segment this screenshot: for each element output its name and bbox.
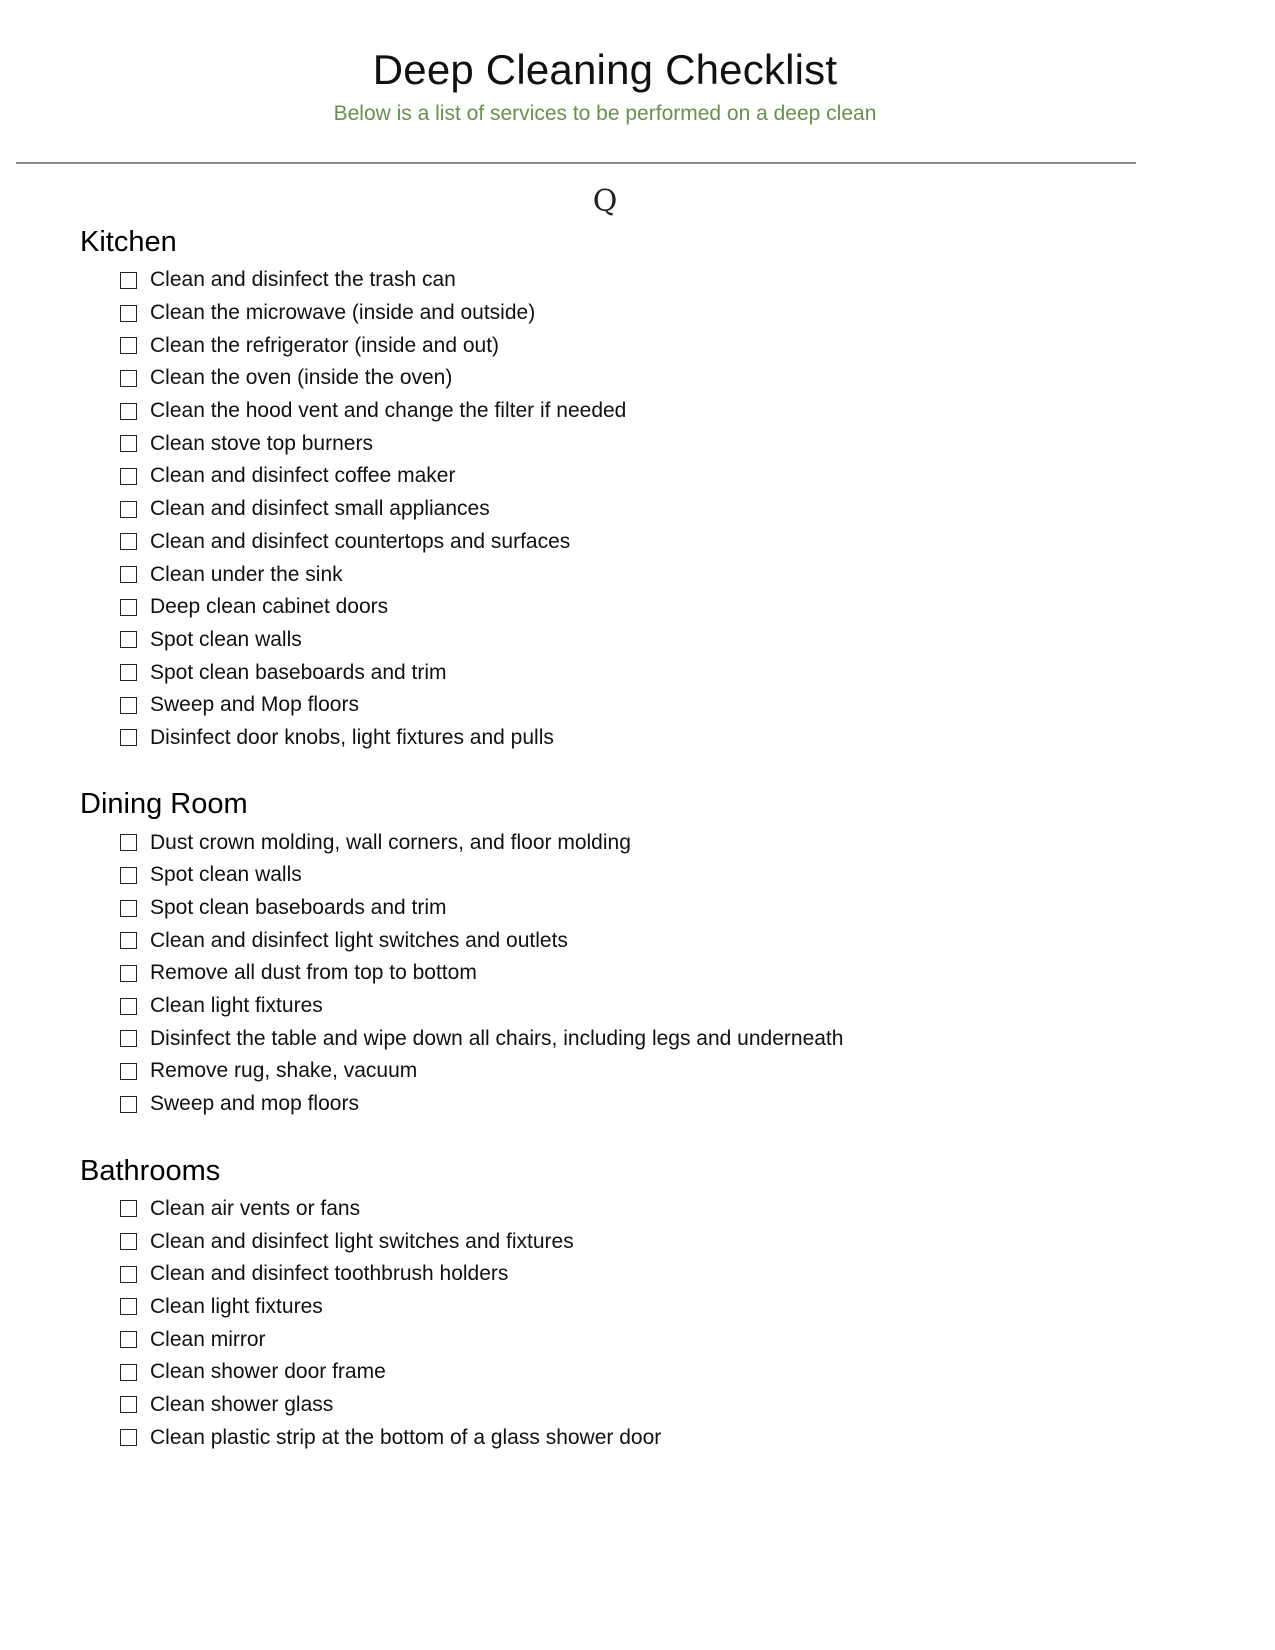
checklist-item <box>120 826 1180 859</box>
checklist-item-label: Clean and disinfect coffee maker <box>150 464 456 488</box>
section-kitchen <box>80 222 1180 754</box>
checkbox[interactable] <box>120 1233 137 1250</box>
checkbox[interactable] <box>120 1429 137 1446</box>
checklist-item-label: Clean shower glass <box>150 1392 334 1416</box>
checklist-item-label: Clean and disinfect light switches and outlets <box>150 928 568 952</box>
checklist-item-label: Spot clean walls <box>150 627 302 651</box>
checkbox[interactable] <box>120 664 137 681</box>
checkbox[interactable] <box>120 932 137 949</box>
checkbox[interactable] <box>120 1266 137 1283</box>
checkbox[interactable] <box>120 631 137 648</box>
checklist-item <box>120 1323 1180 1356</box>
checklist-item <box>120 526 1180 559</box>
checkbox[interactable] <box>120 1063 137 1080</box>
checklist-item <box>120 1225 1180 1258</box>
checkbox[interactable] <box>120 370 137 387</box>
checklist-item-label: Remove rug, shake, vacuum <box>150 1059 418 1083</box>
checklist-item <box>120 892 1180 925</box>
checklist-item-label: Clean light fixtures <box>150 994 323 1018</box>
checkbox[interactable] <box>120 272 137 289</box>
checkbox[interactable] <box>120 1396 137 1413</box>
section-heading: Kitchen <box>80 226 177 258</box>
checklist-item-label: Disinfect door knobs, light fixtures and pulls <box>150 725 554 749</box>
checklist-item-label: Remove all dust from top to bottom <box>150 961 477 985</box>
checkbox[interactable] <box>120 435 137 452</box>
section-bathrooms <box>80 1151 1180 1455</box>
checklist-content <box>80 222 1180 1484</box>
checklist-item <box>120 1291 1180 1324</box>
checklist-item-label: Clean air vents or fans <box>150 1196 361 1220</box>
checklist-item <box>120 297 1180 330</box>
section-heading: Dining Room <box>80 788 248 821</box>
checklist-item-label: Clean light fixtures <box>150 1294 323 1318</box>
checkbox[interactable] <box>120 305 137 322</box>
checklist-item-label: Clean the microwave (inside and outside) <box>150 301 536 325</box>
checkbox[interactable] <box>120 729 137 746</box>
checklist-item <box>120 990 1180 1023</box>
checkbox[interactable] <box>120 834 137 851</box>
section-heading: Bathrooms <box>80 1154 221 1187</box>
checklist-item-label: Sweep and mop floors <box>150 1092 359 1116</box>
checkbox[interactable] <box>120 900 137 917</box>
checklist-item <box>120 924 1180 957</box>
checklist-item-label: Spot clean baseboards and trim <box>150 660 447 684</box>
checkbox[interactable] <box>120 1200 137 1217</box>
checklist-item <box>120 689 1180 722</box>
checklist-item <box>120 624 1180 657</box>
checkbox[interactable] <box>120 965 137 982</box>
checklist <box>80 1193 1180 1455</box>
checkbox[interactable] <box>120 337 137 354</box>
checkbox[interactable] <box>120 468 137 485</box>
checklist-item-label: Clean shower door frame <box>150 1360 386 1384</box>
page-header <box>0 44 1210 128</box>
checklist-item-label: Clean stove top burners <box>150 431 373 455</box>
checklist-item <box>120 362 1180 395</box>
checkbox[interactable] <box>120 1096 137 1113</box>
checklist-item <box>120 264 1180 297</box>
checklist-item-label: Clean the refrigerator (inside and out) <box>150 333 500 357</box>
checkbox[interactable] <box>120 1331 137 1348</box>
checklist-item <box>120 558 1180 591</box>
checklist <box>80 264 1180 754</box>
checklist-item-label: Disinfect the table and wipe down all chairs, including legs and underneath <box>150 1026 844 1050</box>
checklist-item-label: Clean and disinfect toothbrush holders <box>150 1262 509 1286</box>
section-dining-room <box>80 784 1180 1120</box>
checklist-item-label: Clean the hood vent and change the filter if needed <box>150 399 627 423</box>
checklist-item-label: Clean and disinfect countertops and surfaces <box>150 529 571 553</box>
checklist-item <box>120 656 1180 689</box>
checklist-item-label: Deep clean cabinet doors <box>150 595 389 619</box>
checklist-item <box>120 460 1180 493</box>
checklist-item <box>120 591 1180 624</box>
page-title: Deep Cleaning Checklist <box>372 46 838 93</box>
checkbox[interactable] <box>120 1298 137 1315</box>
checkbox[interactable] <box>120 566 137 583</box>
checklist-item <box>120 1022 1180 1055</box>
checkbox[interactable] <box>120 403 137 420</box>
checklist-item-label: Clean mirror <box>150 1327 266 1351</box>
checklist-item <box>120 427 1180 460</box>
checklist-item <box>120 493 1180 526</box>
checkbox[interactable] <box>120 1364 137 1381</box>
checklist-item-label: Clean and disinfect light switches and fixtures <box>150 1229 574 1253</box>
checklist-item-label: Sweep and Mop floors <box>150 693 359 717</box>
checklist-item <box>120 395 1180 428</box>
checklist-item <box>120 329 1180 362</box>
checklist-item-label: Spot clean baseboards and trim <box>150 896 447 920</box>
checklist-item <box>120 859 1180 892</box>
checklist-item-label: Dust crown molding, wall corners, and floor molding <box>150 830 631 854</box>
checklist-item <box>120 1421 1180 1454</box>
checkbox[interactable] <box>120 998 137 1015</box>
checkbox[interactable] <box>120 599 137 616</box>
checklist-item <box>120 722 1180 755</box>
checklist-item-label: Clean and disinfect small appliances <box>150 497 490 521</box>
checklist <box>80 826 1180 1120</box>
checklist-item <box>120 1258 1180 1291</box>
ornament-glyph: Q <box>592 184 618 219</box>
checkbox[interactable] <box>120 697 137 714</box>
checklist-item <box>120 1055 1180 1088</box>
checklist-item <box>120 1389 1180 1422</box>
checkbox[interactable] <box>120 533 137 550</box>
checkbox[interactable] <box>120 501 137 518</box>
checklist-item <box>120 957 1180 990</box>
checklist-item <box>120 1088 1180 1121</box>
checklist-item-label: Clean under the sink <box>150 562 343 586</box>
checkbox[interactable] <box>120 867 137 884</box>
checklist-item-label: Clean the oven (inside the oven) <box>150 366 453 390</box>
checklist-item <box>120 1356 1180 1389</box>
checklist-item-label: Clean and disinfect the trash can <box>150 268 456 292</box>
header-divider <box>16 162 1136 164</box>
checklist-item <box>120 1193 1180 1226</box>
checklist-item-label: Clean plastic strip at the bottom of a glass shower door <box>150 1425 662 1449</box>
checkbox[interactable] <box>120 1030 137 1047</box>
page-subtitle: Below is a list of services to be performed on a deep clean <box>333 102 877 125</box>
checklist-item-label: Spot clean walls <box>150 863 302 887</box>
